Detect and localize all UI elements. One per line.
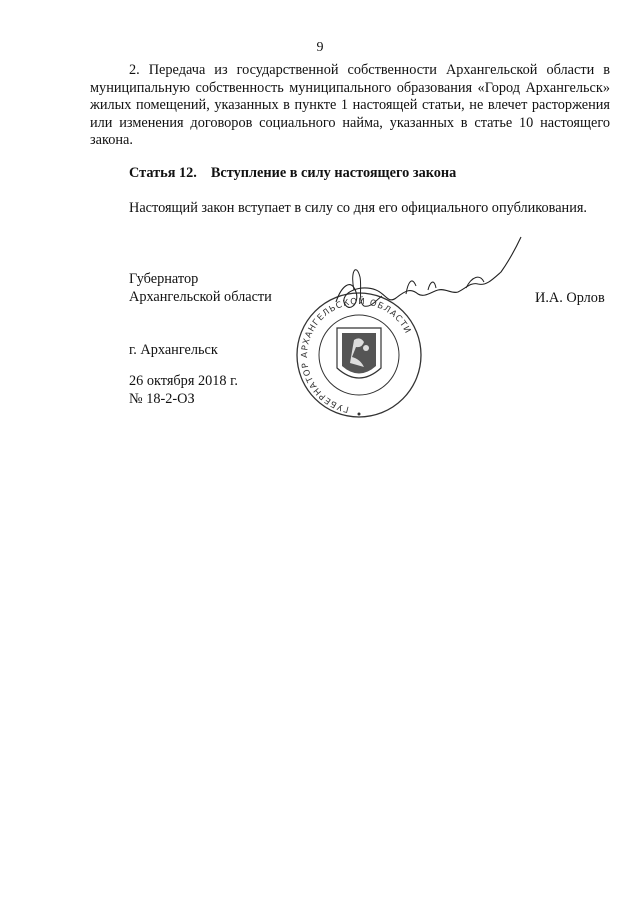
page-number: 9 [316,40,324,55]
signer-position-line1: Губернатор [129,271,199,287]
place-of-signing: г. Архангельск [129,342,218,358]
coat-of-arms-icon [337,328,381,378]
signer-name: И.А. Орлов [535,290,605,306]
signing-date: 26 октября 2018 г. [129,373,238,389]
article-12-paragraph: Настоящий закон вступает в силу со дня его официального опубликования. [129,200,587,216]
article-title: Вступление в силу настоящего закона [210,165,457,181]
seal-text: ГУБЕРНАТОР АРХАНГЕЛЬСКОЙ ОБЛАСТИ [299,296,413,414]
clause-2-paragraph: 2. Передача из государственной собственности Архангельской области в муниципальную собственность муниципального образования «Город Архангельск» жилых помещений, указанных в пункте 1 настоящей статьи, не влечет расторжения или изменения договоров социального найма, указанных в статье 10 настоящего закона. [90,62,610,148]
handwritten-signature [316,232,526,332]
law-number: № 18-2-ОЗ [129,391,195,407]
article-number: Статья 12. [129,165,197,181]
article-12-heading [129,165,456,182]
signer-position-line2: Архангельской области [129,289,272,305]
